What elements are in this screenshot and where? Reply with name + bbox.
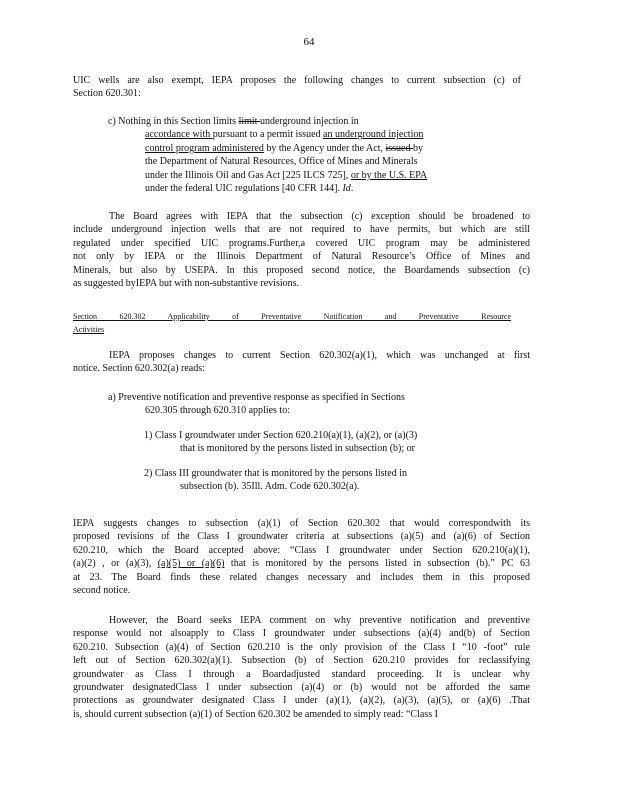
quote-line: 2) Class III groundwater that is monitored by the persons listed in: [144, 467, 408, 479]
intro-line: UIC wells are also exempt, IEPA proposes the following changes to current subsection (c) of: [73, 75, 521, 86]
paragraph-line: 620.210. Subsection (a)(4) of Section 620.210 is the only provision of the Class I “10 -foot” rule: [73, 641, 530, 653]
quote-item-2: [108, 467, 417, 494]
quote-line: the Department of Natural Resources, Office of Mines and Minerals: [145, 156, 418, 168]
board-agrees-paragraph: [73, 210, 530, 290]
paragraph-line: proposed revisions of the Class I groundwater criteria at subsections (a)(5) and (a)(6) of Section: [73, 531, 530, 543]
paragraph-line: Minerals, but also by USEPA. In this proposed second notice, the Boardamends subsection (c): [73, 264, 530, 276]
paragraph-line: IEPA proposes changes to current Section 620.302(a)(1), which was unchanged at first: [109, 350, 530, 361]
intro-paragraph: [73, 74, 521, 101]
paragraph-line: groundwater as Class I through a Boardadjusted standard proceeding. It is unclear why: [73, 668, 530, 680]
paragraph-line: at 23. The Board finds these related changes necessary and includes them in this proposed: [73, 571, 530, 583]
quote-line: accordance with pursuant to a permit issued an underground injection: [145, 129, 424, 141]
paragraph-line: IEPA suggests changes to subsection (a)(1) of Section 620.302 that would correspondwith its: [73, 518, 530, 529]
paragraph-line: However, the Board seeks IEPA comment on why preventive notification and preventive: [109, 615, 530, 626]
paragraph-line: as suggested byIEPA but with non-substantive revisions.: [73, 278, 300, 290]
paragraph-line: (a)(2) , or (a)(3), (a)(5) or (a)(6) that is monitored by the persons listed in subsection (b).” PC 63: [73, 558, 530, 570]
intro-line: Section 620.301:: [73, 88, 141, 100]
quoted-section-620-302a: [108, 391, 417, 493]
paragraph-line: The Board agrees with IEPA that the subsection (c) exception should be broadened to: [109, 211, 530, 222]
quote-line: under the Illinois Oil and Gas Act [225 ILCS 725], or by the U.S. EPA: [145, 169, 428, 181]
paragraph-line: response would not alsoapply to Class I groundwater under subsections (a)(4) and(b) of Section: [73, 628, 530, 640]
paragraph-line: include underground injection wells that are not required to have permits, but which are still: [73, 224, 530, 236]
quote-line: 620.305 through 620.310 applies to:: [145, 405, 290, 417]
quote-line: under the federal UIC regulations [40 CFR 144]. Id.: [145, 183, 354, 195]
however-paragraph: [73, 614, 530, 721]
iepa-suggests-paragraph: [73, 517, 530, 597]
paragraph-line: notice. Section 620.302(a) reads:: [73, 363, 205, 375]
quote-line: c) Nothing in this Section limits limit underground injection in: [108, 116, 359, 127]
section-heading: [73, 310, 511, 337]
quote-line: a) Preventive notification and preventive response as specified in Sections: [108, 392, 405, 403]
heading-line: Activities: [73, 325, 105, 335]
quote-line: 1) Class I groundwater under Section 620.210(a)(1), (a)(2), or (a)(3): [144, 429, 418, 441]
quote-item-a: [108, 391, 417, 418]
page-number: 64: [303, 36, 315, 48]
quote-item-1: [108, 429, 417, 456]
paragraph-line: second notice.: [73, 585, 131, 597]
quote-line: that is monitored by the persons listed in subsection (b); or: [180, 443, 415, 455]
paragraph-line: is, should current subsection (a)(1) of Section 620.302 be amended to simply read: “Class I: [73, 708, 438, 720]
paragraph-line: groundwater designatedClass I under subsection (a)(4) or (b) would not be afforded the same: [73, 682, 530, 694]
quote-line: control program administered by the Agency under the Act, issued by: [145, 142, 423, 154]
iepa-proposes-paragraph: [73, 349, 530, 376]
quote-line: subsection (b). 35Ill. Adm. Code 620.302(a).: [180, 481, 360, 493]
paragraph-line: not only by IEPA or the Illinois Department of Natural Resource’s Office of Mines and: [73, 251, 530, 263]
paragraph-line: 620.210, which the Board accepted above: “Class I groundwater under Section 620.210(a)(1),: [73, 544, 530, 556]
quoted-subsection-c: [108, 115, 427, 195]
paragraph-line: regulated under specified UIC programs.Further,a covered UIC program may be administered: [73, 237, 530, 249]
paragraph-line: left out of Section 620.302(a)(1). Subsection (b) of Section 620.210 provides for reclassifying: [73, 655, 530, 667]
paragraph-line: protections as groundwater designated Class I under (a)(1), (a)(2), (a)(3), (a)(5), or (a)(6) .That: [73, 695, 530, 707]
heading-line: Section 620.302 Applicability of Preventative Notification and Preventative Resource: [73, 312, 511, 321]
